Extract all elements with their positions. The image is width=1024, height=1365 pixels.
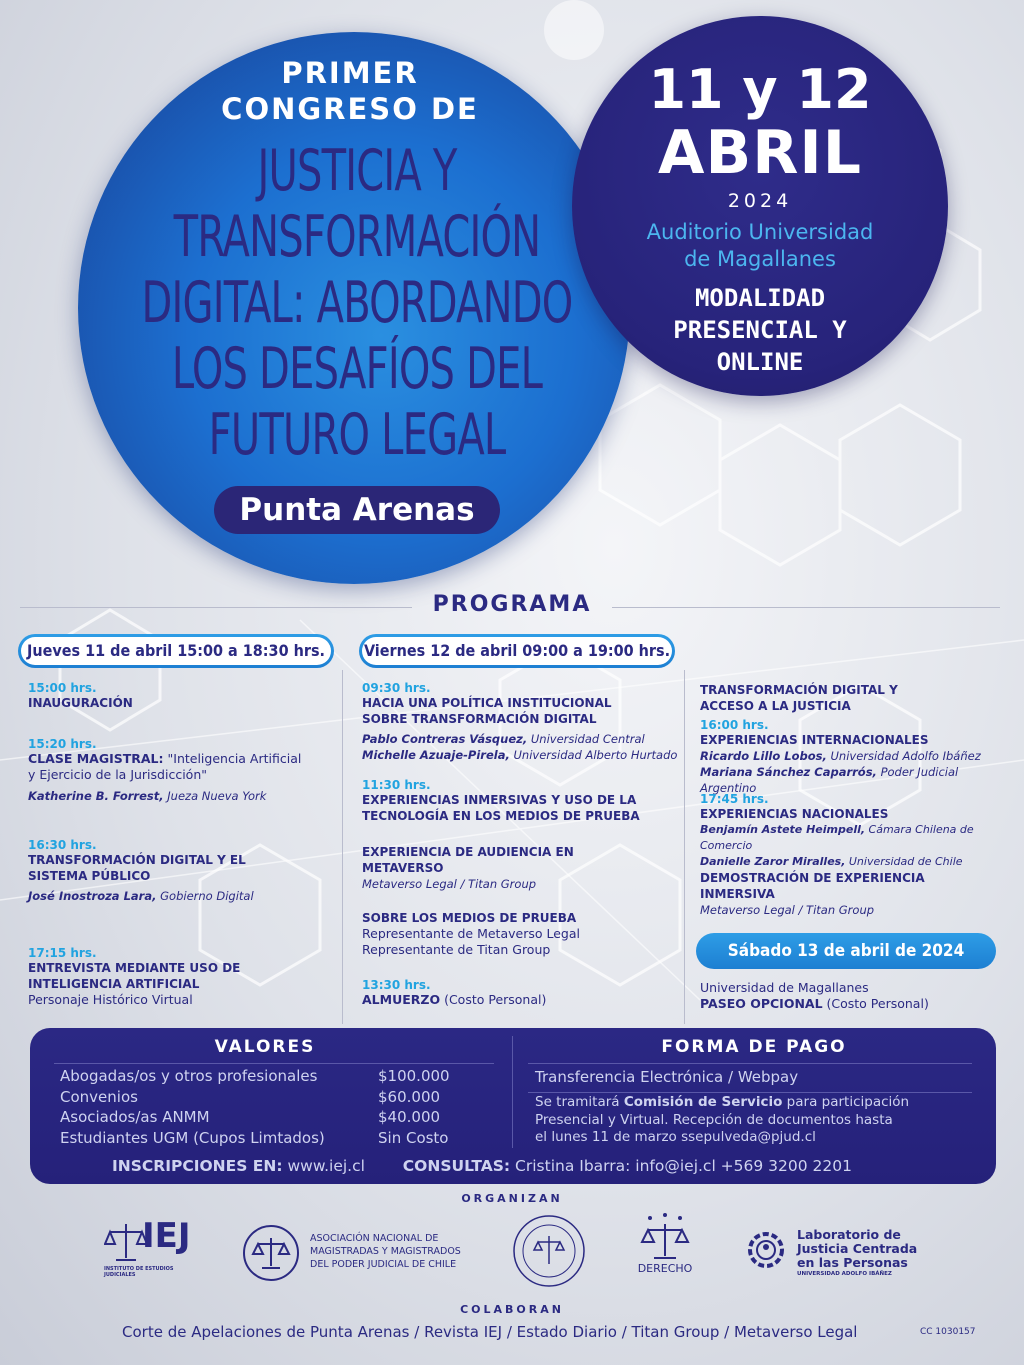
seal-logo: [512, 1214, 586, 1288]
modality-line-1: MODALIDAD: [694, 284, 826, 312]
column-divider: [342, 670, 343, 1024]
city-badge: Punta Arenas: [214, 486, 500, 534]
program-item: TRANSFORMACIÓN DIGITAL Y ACCESO A LA JUSTICIA: [700, 683, 898, 713]
title-line-5: FUTURO LEGAL: [208, 402, 506, 468]
day3-badge: Sábado 13 de abril de 2024: [696, 933, 996, 969]
organizan-title: ORGANIZAN: [461, 1192, 563, 1205]
program-item: SOBRE LOS MEDIOS DE PRUEBA Representante de Metaverso Legal Representante de Titan Group: [362, 911, 580, 957]
anm-seal-logo: [242, 1224, 302, 1284]
title-line-2: TRANSFORMACIÓN: [173, 204, 541, 270]
program-item: EXPERIENCIA DE AUDIENCIA EN METAVERSO Metaverso Legal / Titan Group: [362, 845, 574, 891]
scales-icon: [632, 1212, 698, 1262]
price-labels: Abogadas/os y otros profesionales Convenios Asociados/as ANMM Estudiantes UGM (Cupos Limtados): [60, 1067, 325, 1147]
program-item: 13:30 hrs. ALMUERZO (Costo Personal): [362, 978, 547, 1007]
seal-icon: [512, 1214, 586, 1288]
divider: [612, 607, 1000, 608]
code: CC 1030157: [920, 1327, 976, 1337]
venue-line-2: de Magallanes: [684, 247, 836, 271]
program-item: DEMOSTRACIÓN DE EXPERIENCIA INMERSIVA Metaverso Legal / Titan Group: [700, 871, 925, 917]
scales-icon: [242, 1224, 300, 1282]
program-item: 15:00 hrs. INAUGURACIÓN: [28, 681, 133, 710]
colaboran-title: COLABORAN: [460, 1303, 564, 1316]
price-values: $100.000 $60.000 $40.000 Sin Costo: [378, 1067, 450, 1147]
program-item: 11:30 hrs. EXPERIENCIAS INMERSIVAS Y USO DE LA TECNOLOGÍA EN LOS MEDIOS DE PRUEBA: [362, 778, 640, 823]
derecho-logo: DERECHO: [632, 1212, 698, 1282]
primer-line: PRIMER: [281, 56, 419, 90]
column-divider: [684, 670, 685, 1024]
program-item: 15:20 hrs. CLASE MAGISTRAL: "Inteligencia Artificial y Ejercicio de la Jurisdicción" Katherine B. Forrest, Jueza Nueva York: [28, 737, 302, 803]
title-line-4: LOS DESAFÍOS DEL: [171, 336, 543, 402]
lab-name: Laboratorio de Justicia Centrada en las Personas UNIVERSIDAD ADOLFO IBÁÑEZ: [797, 1227, 918, 1277]
iej-logo: IEJ INSTITUTO DE ESTUDIOS JUDICIALES: [104, 1216, 191, 1278]
pago-title: FORMA DE PAGO: [661, 1037, 847, 1057]
saturday-item: Universidad de Magallanes PASEO OPCIONAL (Costo Personal): [700, 980, 929, 1011]
modality-line-3: ONLINE: [716, 348, 804, 376]
day1-badge: Jueves 11 de abril 15:00 a 18:30 hrs.: [18, 634, 334, 668]
event-month: ABRIL: [658, 118, 862, 188]
contact-line: INSCRIPCIONES EN: www.iej.cl CONSULTAS: Cristina Ibarra: info@iej.cl +569 3200 2201: [112, 1157, 852, 1175]
program-item: 16:30 hrs. TRANSFORMACIÓN DIGITAL Y EL SISTEMA PÚBLICO José Inostroza Lara, Gobierno Digital: [28, 838, 254, 903]
program-item: 09:30 hrs. HACIA UNA POLÍTICA INSTITUCIONAL SOBRE TRANSFORMACIÓN DIGITAL Pablo Contreras Vásquez, Universidad Central Michelle Azuaje-Pirela, Universidad Alberto Hurtado: [362, 681, 678, 762]
valores-title: VALORES: [214, 1037, 316, 1057]
programa-title: PROGRAMA: [432, 592, 592, 617]
lab-logo: [742, 1226, 792, 1276]
panel-divider: [512, 1036, 513, 1148]
anm-name: ASOCIACIÓN NACIONAL DE MAGISTRADAS Y MAGISTRADOS DEL PODER JUDICIAL DE CHILE: [310, 1233, 461, 1270]
divider: [528, 1092, 972, 1093]
payment-note: Se tramitará Comisión de Servicio para participación Presencial y Virtual. Recepción de documentos hasta el lunes 11 de marzo ssepulveda@pjud.cl: [535, 1094, 910, 1145]
program-item: 17:45 hrs. EXPERIENCIAS NACIONALES Benjamín Astete Heimpell, Cámara Chilena de Comercio Danielle Zaror Miralles, Universidad de Chile: [700, 792, 974, 868]
day2-badge: Viernes 12 de abril 09:00 a 19:00 hrs.: [359, 634, 675, 668]
program-item: 16:00 hrs. EXPERIENCIAS INTERNACIONALES Ricardo Lillo Lobos, Universidad Adolfo Ibáñez Mariana Sánchez Caparrós, Poder Judicial Argentino: [700, 718, 981, 795]
modality-line-2: PRESENCIAL Y: [673, 316, 847, 344]
divider: [528, 1063, 972, 1064]
program-item: 17:15 hrs. ENTREVISTA MEDIANTE USO DE INTELIGENCIA ARTIFICIAL Personaje Histórico Virtual: [28, 946, 241, 1007]
venue-line-1: Auditorio Universidad: [646, 220, 874, 244]
colaboran-list: Corte de Apelaciones de Punta Arenas / Revista IEJ / Estado Diario / Titan Group / Metaverso Legal: [122, 1323, 858, 1341]
title-line-1: JUSTICIA Y: [257, 138, 457, 204]
title-line-3: DIGITAL: ABORDANDO: [141, 270, 573, 336]
gear-icon: [742, 1226, 790, 1274]
divider: [54, 1063, 494, 1064]
payment-method: Transferencia Electrónica / Webpay: [535, 1068, 799, 1086]
divider: [20, 607, 412, 608]
congreso-line: CONGRESO DE: [221, 92, 479, 126]
event-days: 11 y 12: [648, 58, 872, 121]
event-year: 2024: [727, 190, 793, 212]
